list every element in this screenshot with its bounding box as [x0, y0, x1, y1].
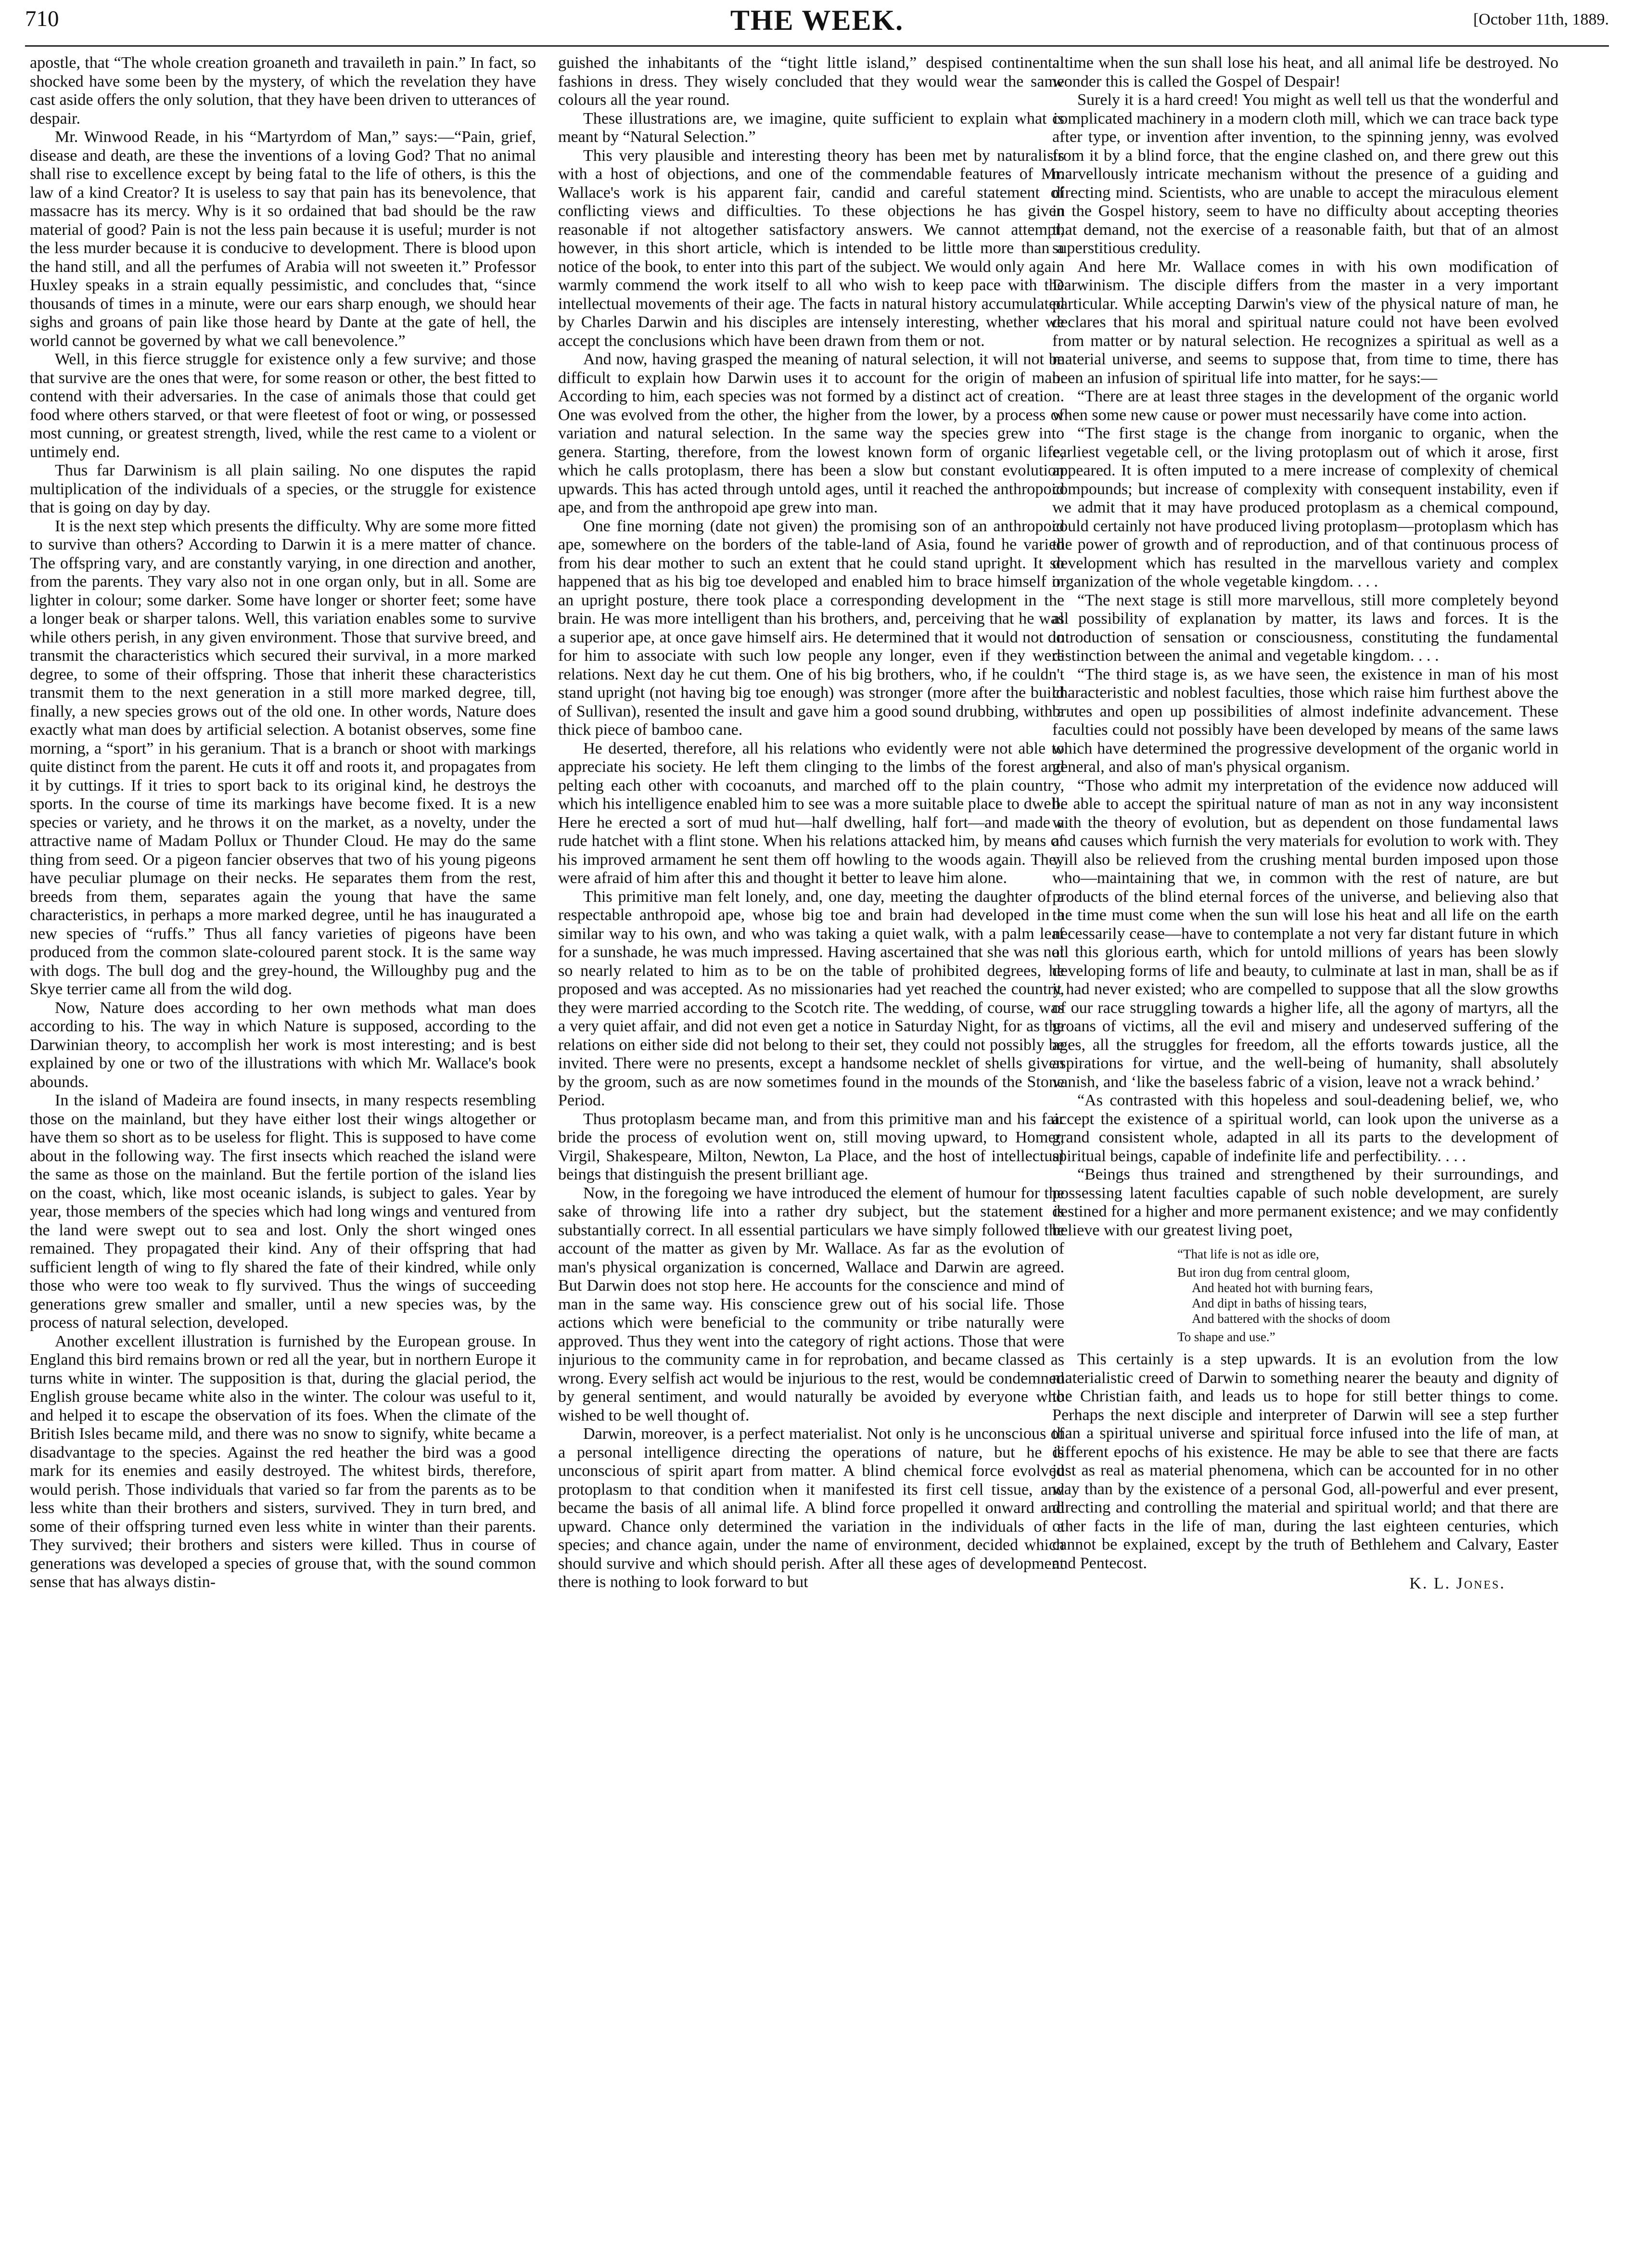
poem-line: But iron dug from central gloom, [1177, 1265, 1350, 1280]
article-paragraph: “Those who admit my interpretation of the evidence now adduced will be able to accept the spiritual nature of man as not in any way inconsistent with the theory of evolution, but as dependent on those fundamental laws and causes which furnish the very materials for evolution to work with. They will also be relieved from the crushing mental burden imposed upon those who—maintaining that we, in common with the rest of nature, are but products of the blind eternal forces of the universe, and believing also that the time must come when the sun will lose his heat and all life on the earth necessarily cease—have to contemplate a not very far distant future in which all this glorious earth, which for untold millions of years has been slowly developing forms of life and beauty, to culminate at last in man, shall be as if it had never existed; who are compelled to suppose that all the slow growths of our race struggling towards a higher life, all the agony of martyrs, all the groans of victims, all the evil and misery and undeserved suffering of the ages, all the struggles for freedom, all the efforts towards justice, all the aspirations for virtue, and the well-being of humanity, shall absolutely vanish, and ‘like the baseless fabric of a vision, leave not a wrack behind.’ [1052, 776, 1558, 1091]
article-paragraph: These illustrations are, we imagine, quite sufficient to explain what is meant by “Natural Selection.” [558, 109, 1064, 146]
article-paragraph: “There are at least three stages in the development of the organic world when some new cause or power must necessarily have come into action. [1052, 387, 1558, 424]
column-right-body [1052, 54, 1558, 1240]
article-paragraph: Thus far Darwinism is all plain sailing. No one disputes the rapid multiplication of the individuals of a species, or the struggle for existence that is going on day by day. [30, 461, 536, 516]
column-left [30, 54, 536, 1592]
article-paragraph: apostle, that “The whole creation groaneth and travaileth in pain.” In fact, so shocked have some been by the mystery, of which the revelation they have cast aside offers the only solution, that they have been driven to utterances of despair. [30, 54, 536, 128]
article-paragraph: “Beings thus trained and strengthened by their surroundings, and possessing latent faculties capable of such noble development, are surely destined for a higher and more permanent existence; and we may confidently believe with our greatest living poet, [1052, 1166, 1558, 1239]
poem-quote [1177, 1246, 1558, 1345]
author-signature: K. L. Jones. [1409, 1575, 1505, 1592]
poem-line: To shape and use.” [1177, 1330, 1276, 1344]
article-paragraph: This certainly is a step upwards. It is an evolution from the low materialistic creed of Darwin to something nearer the beauty and dignity of the Christian faith, and leads us to hope for still better things to come. Perhaps the next disciple and interpreter of Darwin will see a step further than a spiritual universe and spiritual force infused into the life of man, at different epochs of his existence. He may be able to see that there are facts just as real as material phenomena, which can be accounted for in no other way than by the existence of a personal God, all-powerful and ever present, directing and controlling the material and spiritual world; and that there are other facts in the life of man, during the last eighteen centuries, which cannot be explained, except by the truth of Bethlehem and Calvary, Easter and Pentecost. [1052, 1350, 1558, 1572]
article-paragraph: Another excellent illustration is furnished by the European grouse. In England this bird remains brown or red all the year, but in northern Europe it turns white in winter. The supposition is that, during the glacial period, the English grouse became white also in the winter. The colour was useful to it, and helped it to escape the observation of its foes. When the climate of the British Isles became mild, and there was no snow to signify, white became a disadvantage to the species. Against the red heather the bird was a good mark for its enemies and easily destroyed. The whitest birds, therefore, would perish. Those individuals that varied so far from the parents as to be less white than their brothers and sisters, survived. They in turn bred, and some of their offspring turned even less white in winter than their parents. They survived; their brothers and sisters were killed. Thus in course of generations was developed a species of grouse that, with the sound common sense that has always distin- [30, 1332, 536, 1591]
issue-date: [October 11th, 1889. [1473, 11, 1609, 28]
article-paragraph: Thus protoplasm became man, and from this primitive man and his fair bride the process of evolution went on, still moving upward, to Homer, Virgil, Shakespeare, Milton, Newton, La Place, and the host of intellectual beings that distinguish the present brilliant age. [558, 1110, 1064, 1183]
article-paragraph: One fine morning (date not given) the promising son of an anthropoid ape, somewhere on the borders of the table-land of Asia, found he varied from his dear mother to such an extent that he could stand upright. It so happened that as his big toe developed and enabled him to brace himself in an upright posture, there took place a corresponding development in the brain. He was more intelligent than his brothers, and, perceiving that he was a superior ape, at once gave himself airs. He determined that it would not do for him to associate with such low people any longer, even if they were relations. Next day he cut them. One of his big brothers, who, if he couldn't stand upright (not having big toe enough) was stronger (more after the build of Sullivan), resented the insult and gave him a good sound drubbing, with a thick piece of bamboo cane. [558, 517, 1064, 739]
column-middle [558, 54, 1064, 1592]
page-number: 710 [25, 6, 59, 31]
poem-line: And dipt in baths of hissing tears, [1192, 1296, 1367, 1310]
article-paragraph: Darwin, moreover, is a perfect materialist. Not only is he unconscious of a personal intelligence directing the operations of nature, but he is unconscious of spirit apart from matter. A blind chemical force evolved protoplasm to that condition when it manifested its first cell tissue, and became the basis of all animal life. A blind force propelled it onward and upward. Chance only determined the variation in the individuals of a species; and chance again, under the name of environment, decided which should survive and which should perish. After all these ages of development there is nothing to look forward to but [558, 1425, 1064, 1591]
article-paragraph: Mr. Winwood Reade, in his “Martyrdom of Man,” says:—“Pain, grief, disease and death, are these the inventions of a loving God? That no animal shall rise to excellence except by being fatal to the life of others, is this the law of a kind Creator? It is useless to say that pain has its benevolence, that massacre has its mercy. Why is it so ordained that bad should be the raw material of good? Pain is not the less pain because it is useful; murder is not the less murder because it is conducive to development. There is blood upon the hand still, and all the perfumes of Arabia will not sweeten it.” Professor Huxley speaks in a strain equally pessimistic, and concludes that, “since thousands of times in a minute, were our ears sharp enough, we should hear sighs and groans of pain like those heard by Dante at the gate of hell, the world cannot be governed by what we call benevolence.” [30, 128, 536, 350]
poem-line: And heated hot with burning fears, [1192, 1281, 1373, 1295]
article-paragraph: Now, Nature does according to her own methods what man does according to his. The way in which Nature is supposed, according to the Darwinian theory, to accomplish her work is most interesting; and is best explained by one or two of the illustrations with which Mr. Wallace's book abounds. [30, 999, 536, 1091]
article-paragraph: “The next stage is still more marvellous, still more completely beyond all possibility of explanation by matter, its laws and forces. It is the introduction of sensation or consciousness, constituting the fundamental distinction between the animal and vegetable kingdom. . . . [1052, 591, 1558, 665]
column-right [1052, 54, 1558, 1593]
article-paragraph: In the island of Madeira are found insects, in many respects resembling those on the mainland, but they have either lost their wings altogether or have them so short as to be useless for flight. This is supposed to have come about in the following way. The first insects which reached the island were the same as those on the mainland. But the fertile portion of the island lies on the coast, which, like most oceanic islands, is subject to gales. Year by year, those members of the species which had long wings and ventured from the land were swept out to sea and lost. Only the short winged ones remained. They propagated their kind. Any of their offspring that had sufficient length of wing to fly shared the fate of their kindred, while only those who were too weak to fly survived. Thus the wings of succeeding generations grew smaller and smaller, until a new species was, by the process of natural selection, developed. [30, 1091, 536, 1332]
article-paragraph: It is the next step which presents the difficulty. Why are some more fitted to survive than others? According to Darwin it is a mere matter of chance. The offspring vary, and are constantly varying, in one direction and another, from the parents. They vary also not in one organ only, but in all. Some are lighter in colour; some darker. Some have longer or shorter feet; some have a longer beak or sharper talons. Well, this variation enables some to survive while others perish, in any given environment. Those that survive breed, and transmit the characteristics which secured their survival, in a more marked degree, to some of their offspring. Those that inherit these characteristics transmit them to the next generation in a still more marked degree, till, finally, a new species grows out of the old one. In other words, Nature does exactly what man does by artificial selection. A botanist observes, some fine morning, a “sport” in his geranium. That is a branch or shoot with markings quite distinct from the parent. He cuts it off and roots it, and propagates from it by cuttings. If it tries to sport back to its original kind, he destroys the sports. In the course of time its markings have become fixed. It is a new species or variety, and he throws it on the market, as a novelty, under the attractive name of Madam Pollux or Thunder Cloud. He may do the same thing from seed. Or a pigeon fancier observes that two of his young pigeons have peculiar plumage on their necks. He separates them from the rest, breeds from them, separates again the young that have the same characteristics, in perhaps a more marked degree, until he has inaugurated a new species of “ruffs.” Thus all fancy varieties of pigeons have been produced from the common slate-coloured parent stock. It is the same way with dogs. The bull dog and the grey-hound, the Willoughby pug and the Skye terrier came all from the wild dog. [30, 517, 536, 998]
page-header [25, 4, 1609, 44]
article-paragraph: Well, in this fierce struggle for existence only a few survive; and those that survive are the ones that were, for some reason or other, the best fitted to contend with their adversaries. In the case of animals those that could get food where others starved, or that were fleetest of foot or wing, or possessed most cunning, or greatest strength, lived, while the rest came to a violent or untimely end. [30, 350, 536, 461]
article-paragraph: This primitive man felt lonely, and, one day, meeting the daughter of a respectable anthropoid ape, whose big toe and brain had developed in a similar way to his own, and who was taking a quiet walk, with a palm leaf for a sunshade, he was much impressed. Having ascertained that she was not so nearly related to him as to be on the table of prohibited degrees, he proposed and was accepted. As no missionaries had yet reached the country, they were married according to the Scotch rite. The wedding, of course, was a very quiet affair, and did not even get a notice in Saturday Night, for as the relations on either side did not belong to their set, they could not possibly be invited. There were no presents, except a handsome necklet of shells given by the groom, such as are now sometimes found in the mounds of the Stone Period. [558, 887, 1064, 1109]
article-paragraph: “As contrasted with this hopeless and soul-deadening belief, we, who accept the existence of a spiritual world, can look upon the universe as a grand consistent whole, adapted in all its parts to the development of spiritual beings, capable of indefinite life and perfectibility. . . . [1052, 1091, 1558, 1165]
article-paragraph: This very plausible and interesting theory has been met by naturalists with a host of objections, and one of the commendable features of Mr. Wallace's work is his apparent fair, candid and careful statement of conflicting views and difficulties. To these objections he has given reasonable if not altogether satisfactory answers. We cannot attempt, however, in this short article, which is intended to be little more than a notice of the book, to enter into this part of the subject. We would only again warmly commend the work itself to all who wish to keep pace with the intellectual movements of their age. The facts in natural history accumulated by Charles Darwin and his disciples are intensely interesting, whether we accept the conclusions which have been drawn from them or not. [558, 146, 1064, 350]
article-paragraph: Surely it is a hard creed! You might as well tell us that the wonderful and complicated machinery in a modern cloth mill, which we can trace back type after type, or invention after invention, to the spinning jenny, was evolved from it by a blind force, that the engine clashed on, and there grew out this marvellously intricate mechanism without the presence of a guiding and directing mind. Scientists, who are unable to accept the miraculous element in the Gospel history, seem to have no difficulty about accepting theories that demand, not the exercise of a reasonable faith, but that of an almost superstitious credulity. [1052, 91, 1558, 257]
article-paragraph: And now, having grasped the meaning of natural selection, it will not be difficult to explain how Darwin uses it to account for the origin of man. According to him, each species was not formed by a distinct act of creation. One was evolved from the other, the higher from the lower, by a process of variation and natural selection. In the same way the species grew into genera. Starting, therefore, from the lowest known form of organic life, which he calls protoplasm, there has been a slow but constant evolution upwards. This has acted through untold ages, until it reached the anthropoid ape, and from the anthropoid ape grew into man. [558, 350, 1064, 516]
article-paragraph: He deserted, therefore, all his relations who evidently were not able to appreciate his society. He left them clinging to the limbs of the forest and pelting each other with cocoanuts, and marched off to the plain country, which his intelligence enabled him to see was a more suitable place to dwell. Here he erected a sort of mud hut—half dwelling, half fort—and made a rude hatchet with a flint stone. When his relations attacked him, by means of his improved armament he sent them off howling to the woods again. They were afraid of him after this and thought it better to leave him alone. [558, 739, 1064, 887]
article-paragraph: Now, in the foregoing we have introduced the element of humour for the sake of throwing life into a rather dry subject, but the statement is substantially correct. In all essential particulars we have simply followed the account of the matter as given by Mr. Wallace. As far as the evolution of man's physical organization is concerned, Wallace and Darwin are agreed. But Darwin does not stop here. He accounts for the conscience and mind of man in the same way. His conscience grew out of his social life. Those actions which were beneficial to the community or tribe naturally were approved. Thus they went into the category of right actions. Those that were injurious to the community came in for reprobation, and became classed as wrong. Every selfish act would be injurious to the rest, would be condemned by general sentiment, and would naturally be avoided by everyone who wished to be well thought of. [558, 1184, 1064, 1424]
poem-line: “That life is not as idle ore, [1177, 1247, 1319, 1261]
header-rule [25, 45, 1609, 47]
article-paragraph: guished the inhabitants of the “tight little island,” despised continental fashions in dress. They wisely concluded that they would wear the same colours all the year round. [558, 54, 1064, 109]
article-paragraph: “The third stage is, as we have seen, the existence in man of his most characteristic and noblest faculties, those which raise him furthest above the brutes and open up possibilities of almost indefinite advancement. These faculties could not possibly have been developed by means of the same laws which have determined the progressive development of the organic world in general, and also of man's physical organism. [1052, 665, 1558, 776]
publication-title: THE WEEK. [730, 4, 904, 36]
article-paragraph: And here Mr. Wallace comes in with his own modification of Darwinism. The disciple differs from the master in a very important particular. While accepting Darwin's view of the physical nature of man, he declares that his moral and spiritual nature could not have been evolved from matter or by natural selection. He recognizes a spiritual as well as a material universe, and seems to suppose that, from time to time, there has been an infusion of spiritual life into matter, for he says:— [1052, 257, 1558, 387]
column-right-closing [1052, 1350, 1558, 1573]
article-paragraph: “The first stage is the change from inorganic to organic, when the earliest vegetable cell, or the living protoplasm out of which it arose, first appeared. It is often imputed to a mere increase of complexity of chemical compounds; but increase of complexity with consequent instability, even if we admit that it may have produced protoplasm as a chemical compound, could certainly not have produced living protoplasm—protoplasm which has the power of growth and of reproduction, and of that continuous process of development which has resulted in the marvellous variety and complex organization of the whole vegetable kingdom. . . . [1052, 424, 1558, 590]
poem-line: And battered with the shocks of doom [1192, 1311, 1391, 1326]
article-paragraph: a time when the sun shall lose his heat, and all animal life be destroyed. No wonder this is called the Gospel of Despair! [1052, 54, 1558, 90]
